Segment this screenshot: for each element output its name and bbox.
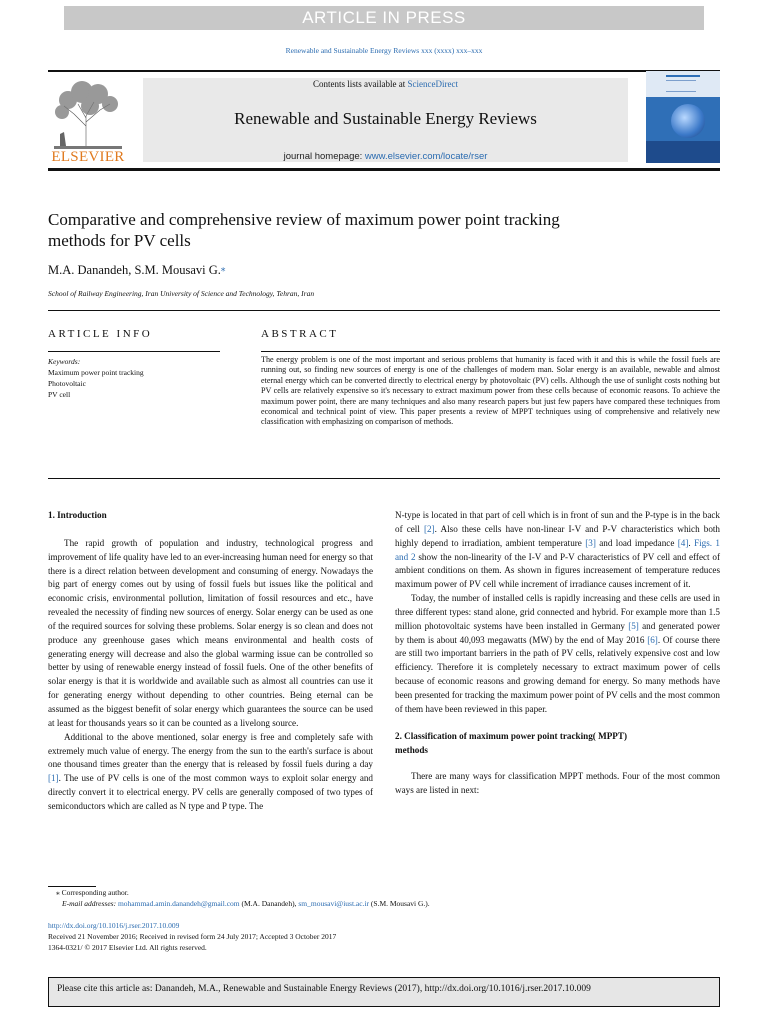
article-in-press-banner: ARTICLE IN PRESS: [64, 6, 704, 30]
article-title: [48, 209, 688, 251]
corresponding-author-note: ⁎ Corresponding author.: [56, 888, 129, 897]
left-column: [48, 509, 373, 814]
citation-link[interactable]: [2]: [424, 523, 435, 534]
corresponding-author-mark[interactable]: ⁎: [220, 263, 226, 273]
right-paragraph-1: [395, 509, 720, 592]
cite-this-article-text[interactable]: Please cite this article as: Danandeh, M.A., Renewable and Sustainable Energy Reviews (2017), http://dx.doi.org/10.1016/j.rser.2017.10.009: [57, 984, 591, 994]
abstract-bottom-rule: [48, 478, 720, 479]
email-owner: (S.M. Mousavi G.).: [369, 899, 430, 908]
footnote-rule: [48, 886, 96, 887]
doi-link[interactable]: http://dx.doi.org/10.1016/j.rser.2017.10.009: [48, 921, 180, 930]
section-2-heading-line-2: methods: [395, 744, 428, 755]
keywords-label: Keywords:: [48, 357, 81, 366]
keyword-item: PV cell: [48, 390, 71, 399]
right-paragraph-text: N-type is located in that part of cell which is in front of sun and the P-type is in the back of cell: [395, 510, 720, 534]
article-title-line-1: Comparative and comprehensive review of maximum power point tracking: [48, 210, 560, 229]
keyword-item: Photovoltaic: [48, 379, 86, 388]
contents-prefix: Contents lists available at: [313, 79, 408, 89]
right-paragraph-2: [395, 592, 720, 717]
right-paragraph-text: and load impedance: [595, 537, 678, 548]
intro-paragraph-2-text: . The use of PV cells is one of the most common ways to exploit solar energy and directly convert it to electrical energy. PV cells are generally composed of two types of semiconductors which are called as N type and P type. The: [48, 773, 373, 811]
citation-link[interactable]: [6]: [647, 634, 658, 645]
section-1-heading: 1. Introduction: [48, 510, 107, 520]
email-link[interactable]: sm_mousavi@iust.ac.ir: [298, 899, 370, 908]
right-paragraph-text: and generated power by them is about 40,093 megawatts (MW) by the end of May 2016: [395, 620, 720, 645]
keyword-item: Maximum power point tracking: [48, 368, 144, 377]
email-owner: (M.A. Danandeh),: [239, 899, 299, 908]
right-paragraph-text: . Of course there are still two important barriers in the path of PV cells, relatively expensive cost and low efficiency. Therefore it is completely necessary to extract maximum power of cells because of economic reasons and growing demand for energy. So many methods have been presented for tracking the maximum power point of PV cells and the most common of them have been reviewed in this paper.: [395, 634, 720, 714]
journal-title: Renewable and Sustainable Energy Reviews: [234, 109, 537, 128]
intro-paragraph-2-text: Additional to the above mentioned, solar energy is free and completely safe with extremely much value of energy. The energy from the sun to the earth's surface is about one thousand times greater than the energy that is released by fossil fuels during a day: [48, 731, 373, 770]
article-info-heading: ARTICLE INFO: [48, 328, 153, 340]
right-paragraph-text: . Also these cells have non-linear I-V and P-V characteristics which both highly depend to irradiation, ambient temperature: [395, 523, 720, 548]
article-title-line-2: methods for PV cells: [48, 231, 191, 250]
right-paragraph-text: .: [688, 537, 695, 548]
right-paragraph-3: There are many ways for classification MPPT methods. Four of the most common ways are listed in next:: [395, 771, 720, 796]
authors: M.A. Danandeh, S.M. Mousavi G.: [48, 263, 221, 277]
journal-cover-image: [646, 71, 720, 163]
copyright-line: 1364-0321/ © 2017 Elsevier Ltd. All rights reserved.: [48, 943, 207, 952]
journal-homepage-link[interactable]: www.elsevier.com/locate/rser: [364, 151, 488, 162]
header-bottom-rule: [48, 168, 720, 171]
citation-link[interactable]: [4]: [677, 537, 689, 548]
abstract-rule: [261, 351, 720, 352]
contents-available-line: [143, 79, 628, 89]
sciencedirect-link[interactable]: ScienceDirect: [407, 79, 458, 89]
received-dates: Received 21 November 2016; Received in revised form 24 July 2017; Accepted 3 October 2017: [48, 932, 337, 941]
email-footnote: [62, 899, 430, 908]
article-info-rule: [48, 351, 220, 352]
email-label: E-mail addresses:: [62, 899, 118, 908]
authors-line: [48, 263, 225, 278]
journal-citation-line[interactable]: Renewable and Sustainable Energy Reviews xxx (xxxx) xxx–xxx: [285, 46, 483, 55]
right-paragraph-text: show the non-linearity of the I-V and P-V characteristics of PV cell and effect of ambient conditions on them. As shown in figures increasement of temperature reduces maximum power of PV cell while increment of irradiance causes increment of it.: [395, 551, 720, 590]
citation-link[interactable]: [3]: [585, 537, 596, 548]
figure-link[interactable]: Figs. 1 and 2: [395, 537, 720, 562]
intro-paragraph-2: [48, 731, 373, 814]
abstract-text: The energy problem is one of the most important and serious problems that humanity is faced with it and this is while the fossil fuels are running out, so finding new sources of energy is one of the challenges of modern man. Solar energy is an available, newable and almost eternal energy which can be converted directly to electrical energy by photovoltaic (PV) cells. Although the use of sunlight costs nothing but PV cells are relatively expensive so it's necessary to extract maximum power from these cells because of economic reasons. To achieve the maximum power point, there are many techniques and also many research papers but just few papers have compared these techniques from economical and technical point of view. This paper presents a review of MPPT techniques using of comprehensive and relatively new classification with emphasizing on comparison of methods.: [261, 355, 720, 427]
intro-paragraph-1: The rapid growth of population and industry, technological progress and improvement of life quality have led to an ever-increasing human need for energy so that there is a direct relation between development and consuming of energy. Nowadays the big part of energy comes out by using of fossil fuels but issues like the political and economic crisis, environmental pollution, limitation of fossil resources and etc., have revealed the necessity of finding new sources of energy. Solar energy can be used as one of the required sources for solving these problems. Solar energy is so clean and does not produce any greenhouse gases which means environmental and health costs of generating energy will decrease and also the global warming issue can be controlled so better by using of renewable energy instead of fossil fuels. One of the other benefits of solar energy is that it is worldwide and available such as almost all countries can use it for generating energy without depending to other countries. Being eternal can be assumed as the biggest benefit of solar energy which guarantees the source can be used at least for thousands years so it can be counted as a livelong source.: [48, 537, 373, 728]
header-top-rule: [48, 70, 720, 72]
cite-this-article-box: [48, 977, 720, 1007]
citation-link[interactable]: [1]: [48, 773, 59, 784]
elsevier-wordmark: ELSEVIER: [51, 149, 125, 165]
section-2-heading-line-1: 2. Classification of maximum power point tracking( MPPT): [395, 730, 627, 741]
affiliation: School of Railway Engineering, Iran University of Science and Technology, Tehran, Iran: [48, 289, 315, 298]
homepage-prefix: journal homepage:: [283, 151, 365, 162]
right-paragraph-text: Today, the number of installed cells is rapidly increasing and these cells are used in three different types: stand alone, grid connected and hybrid. For example more than 1.5 million photovoltaic systems have been installed in Germany: [395, 593, 720, 631]
abstract-heading: ABSTRACT: [261, 328, 339, 340]
right-column: [395, 509, 720, 798]
citation-link[interactable]: [5]: [628, 620, 639, 631]
title-block-rule: [48, 310, 720, 311]
email-link[interactable]: mohammad.amin.danandeh@gmail.com: [117, 899, 240, 908]
journal-homepage-line: [143, 151, 628, 162]
